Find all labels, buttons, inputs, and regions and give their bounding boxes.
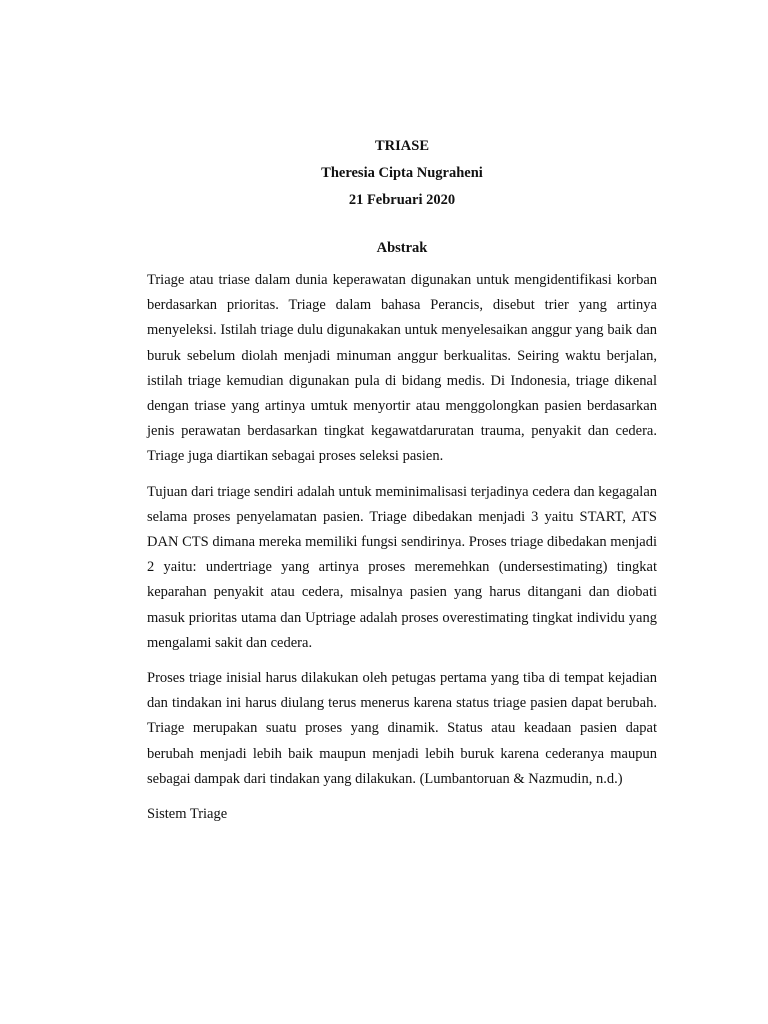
document-date: 21 Februari 2020 — [348, 192, 456, 208]
abstract-paragraph-2: Tujuan dari triage sendiri adalah untuk meminimalisasi terjadinya cedera dan kegagalan selama proses penyelamatan pasien. Triage dibedakan menjadi 3 yaitu START, ATS DAN CTS dimana mereka memiliki fungsi sendirinya. Proses triage dibedakan menjadi 2 yaitu: undertriage yang artinya proses meremehkan (undersestimating) tingkat keparahan penyakit atau cedera, misalnya pasien yang harus ditangani dan diobati masuk prioritas utama dan Uptriage adalah proses overestimating tingkat individu yang mengalami sakit dan cedera. — [147, 483, 658, 651]
section-heading: Sistem Triage — [147, 806, 228, 823]
abstract-paragraph-3: Proses triage inisial harus dilakukan oleh petugas pertama yang tiba di tempat kejadian dan tindakan ini harus diulang terus menerus karena status triage pasien dapat berubah. Triage merupakan suatu proses yang dinamik. Status atau keadaan pasien dapat berubah menjadi lebih baik maupun menjadi lebih buruk karena cederanya maupun sebagai dampak dari tindakan yang dilakukan. (Lumbantoruan & Nazmudin, n.d.) — [147, 670, 657, 787]
document-page — [147, 136, 657, 827]
abstract-heading: Abstrak — [376, 240, 428, 256]
document-title: TRIASE — [375, 138, 429, 154]
author-name: Theresia Cipta Nugraheni — [321, 165, 483, 181]
abstract-paragraph-1: Triage atau triase dalam dunia keperawatan digunakan untuk mengidentifikasi korban berdasarkan prioritas. Triage dalam bahasa Perancis, disebut trier yang artinya menyeleksi. Istilah triage dulu digunakakan untuk menyelesaikan anggur yang baik dan buruk sebelum diolah menjadi minuman anggur berkualitas. Seiring waktu berjalan, istilah triage kemudian digunakan pula di bidang medis. Di Indonesia, triage dikenal dengan triase yang artinya umtuk menyortir atau menggolongkan pasien berdasarkan jenis perawatan berdasarkan tingkat kegawatdaruratan trauma, penyakit dan cedera. Triage juga diartikan sebagai proses seleksi pasien. — [147, 272, 657, 465]
